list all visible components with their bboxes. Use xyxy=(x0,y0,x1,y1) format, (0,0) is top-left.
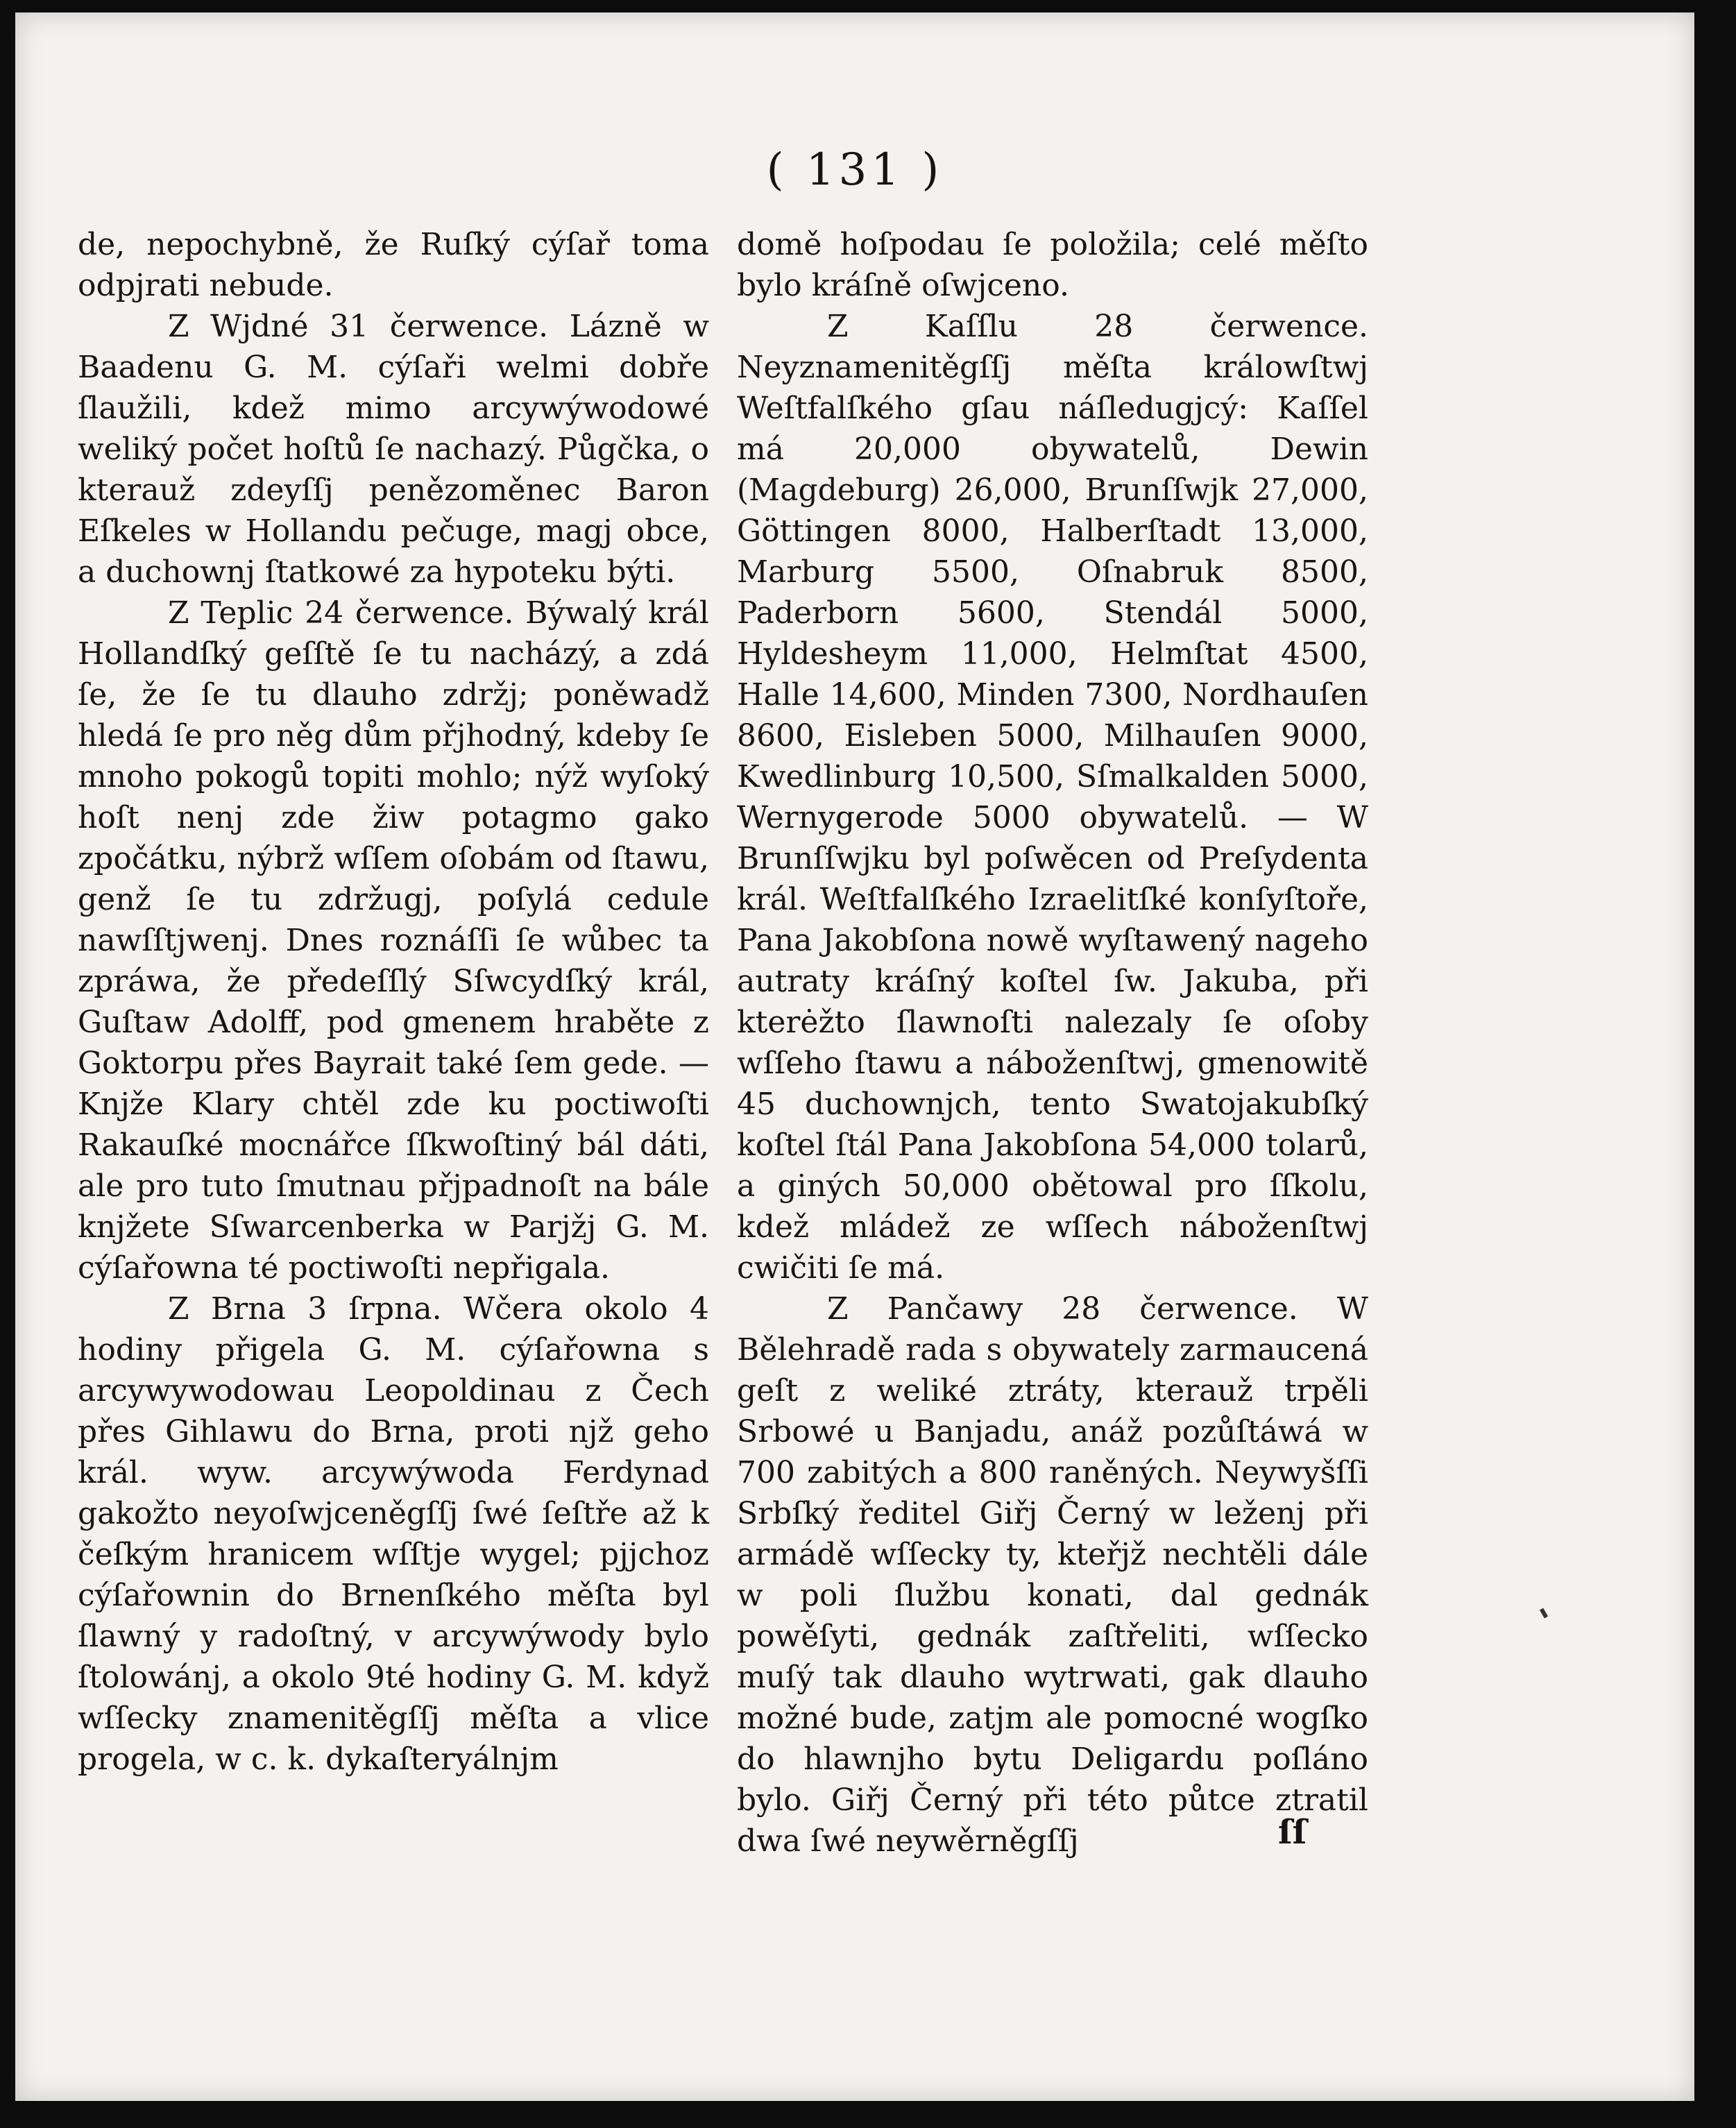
ink-speck xyxy=(1540,1608,1548,1618)
right-column xyxy=(737,224,1368,1862)
newspaper-page xyxy=(15,12,1694,2101)
paragraph: de, nepochybně, že Ruſký cýſař toma odpjrati nebude. xyxy=(78,227,709,303)
paragraph: Z Pančawy 28 čerwence. W Bělehradě rada s obywately zarmaucená geſt z weliké ztráty, kterauž trpěli Srbowé u Banjadu, anáž pozůſtáwá w 700 zabitých a 800 raněných. Neywyšſſi Srbſký ředitel Giřj Černý w leženj při armádě wſſecky ty, kteřjž nechtěli dále w poli ſlužbu konati, dal gednák powěſyti, gednák zaſtřeliti, wſſecko muſý tak dlauho wytrwati, gak dlauho možné bude, zatjm ale pomocné wogſko do hlawnjho bytu Deligardu poſláno bylo. Giřj Černý při této půtce ztratil dwa ſwé neywěrněgſſj xyxy=(737,1291,1368,1859)
page-number: ( 131 ) xyxy=(766,144,944,196)
paragraph: domě hoſpodau ſe položila; celé měſto bylo kráſně oſwjceno. xyxy=(737,227,1368,303)
paragraph: Z Wjdné 31 čerwence. Lázně w Baadenu G. M. cýſaři welmi dobře ſlaužili, kdež mimo arcywýwodowé weliký počet hoſtů ſe nachazý. Půgčka, o kterauž zdeyſſj penězoměnec Baron Eſkeles w Hollandu pečuge, magj obce, a duchownj ſtatkowé za hypoteku býti. xyxy=(78,309,709,590)
paragraph: Z Teplic 24 čerwence. Býwalý král Hollandſký geſſtě ſe tu nacházý, a zdá ſe, že ſe tu dlauho zdržj; poněwadž hledá ſe pro něg dům přjhodný, kdeby ſe mnoho pokogů topiti mohlo; nýž wyſoký hoſt nenj zde žiw potagmo gako zpočátku, nýbrž wſſem oſobám od ſtawu, genž ſe tu zdržugj, poſylá cedule nawſſtjwenj. Dnes roznáſſi ſe wůbec ta zpráwa, že předeſſlý Sſwcydſký král, Guſtaw Adolff, pod gmenem hraběte z Goktorpu přes Bayrait také ſem gede. — Knjže Klary chtěl zde ku poctiwoſti Rakauſké mocnářce ſſkwoſtiný bál dáti, ale pro tuto ſmutnau přjpadnoſt na bále knjžete Sſwarcenberka w Parjžj G. M. cýſařowna té poctiwoſti nepřigala. xyxy=(78,595,709,1286)
paragraph: Z Kaſſlu 28 čerwence. Neyznamenitěgſſj měſta králowſtwj Weſtfalſkého gſau náſledugjcý: Kaſſel má 20,000 obywatelů, Dewin (Magdeburg) 26,000, Brunſſwjk 27,000, Göttingen 8000, Halberſtadt 13,000, Marburg 5500, Oſnabruk 8500, Paderborn 5600, Stendál 5000, Hyldesheym 11,000, Helmſtat 4500, Halle 14,600, Minden 7300, Nordhauſen 8600, Eisleben 5000, Milhauſen 9000, Kwedlinburg 10,500, Sſmalkalden 5000, Wernygerode 5000 obywatelů. — W Brunſſwjku byl poſwěcen od Preſydenta král. Weſtfalſkého Izraelitſké konſyſtoře, Pana Jakobſona nowě wyſtawený nageho autraty kráſný koſtel ſw. Jakuba, při kterėžto ſlawnoſti nalezaly ſe oſoby wſſeho ſtawu a náboženſtwj, gmenowitě 45 duchownjch, tento Swatojakubſký koſtel ſtál Pana Jakobſona 54,000 tolarů, a giných 50,000 obětowal pro ſſkolu, kdež mládež ze wſſech náboženſtwj cwičiti ſe má. xyxy=(737,309,1368,1286)
catchword: ſſ xyxy=(1278,1813,1307,1852)
paragraph: Z Brna 3 ſrpna. Wčera okolo 4 hodiny přigela G. M. cýſařowna s arcywywodowau Leopoldinau z Čech přes Gihlawu do Brna, proti njž geho král. wyw. arcywýwoda Ferdynad gakožto neyoſwjceněgſſj ſwé ſeſtře až k čeſkým hranicem wſſtje wygel; pjjchoz cýſařownin do Brnenſkého měſta byl ſlawný y radoſtný, v arcywýwody bylo ſtolowánj, a okolo 9té hodiny G. M. když wſſecky znamenitěgſſj měſta a vlice progela, w c. k. dykaſteryálnjm xyxy=(78,1291,709,1777)
left-column xyxy=(78,224,709,1780)
